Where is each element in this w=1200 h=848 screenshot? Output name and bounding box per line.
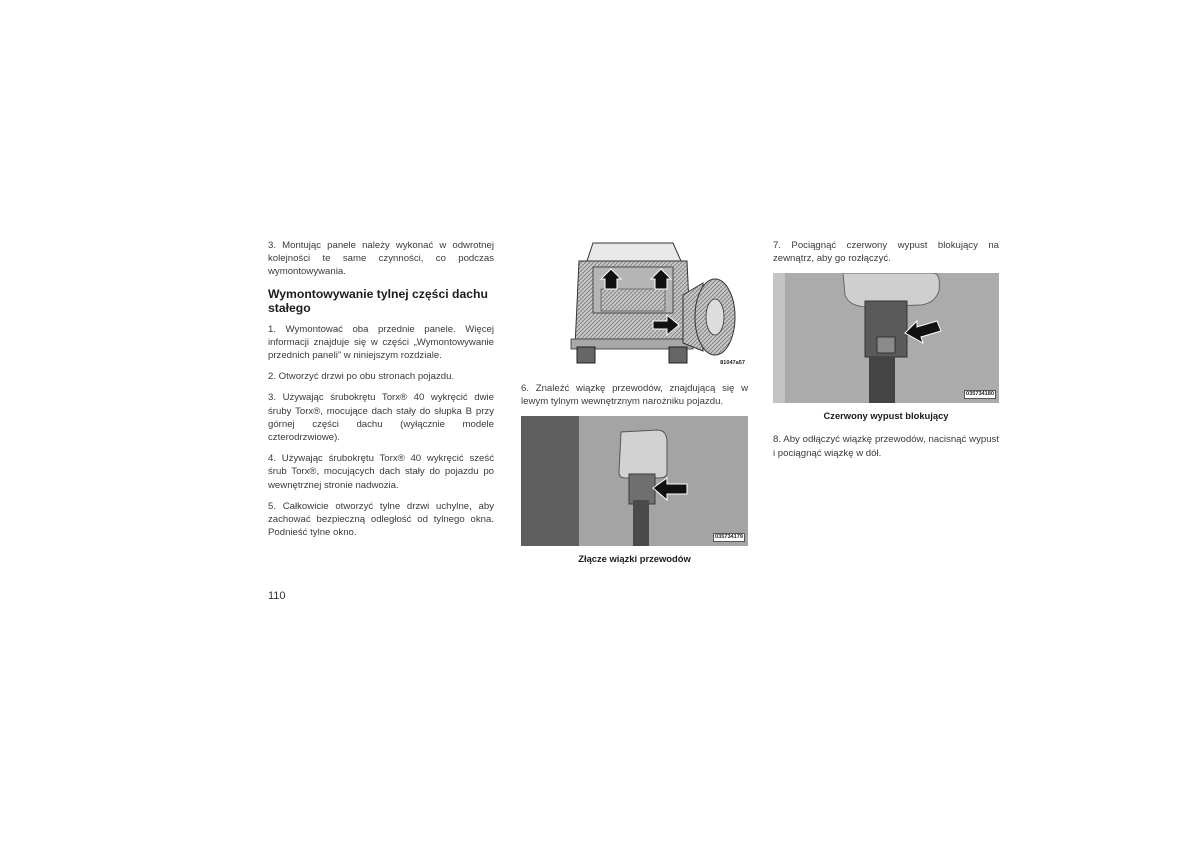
wiring-connector-photo bbox=[521, 416, 748, 546]
step-8: 8. Aby odłączyć wiązkę przewodów, nacisnąć wypust i pociągnąć wiązkę w dół. bbox=[773, 434, 999, 459]
step-4: 4. Używając śrubokrętu Torx® 40 wykręcić sześć śrub Torx®, mocujących dach stały do pojazdu po wewnętrznej stronie nadwozia. bbox=[268, 453, 494, 491]
locking-tab-photo bbox=[773, 273, 999, 403]
section-heading: Wymontowywanie tylnej części dachu stałego bbox=[268, 286, 488, 315]
figure-code: 035734179 bbox=[715, 534, 743, 541]
vehicle-rear-illustration bbox=[521, 239, 748, 375]
step-5: 5. Całkowicie otworzyć tylne drzwi uchylne, aby zachować bezpieczną odległość od tylnego okna. Podnieść tylne okno. bbox=[268, 500, 494, 539]
step-3-reassembly: 3. Montując panele należy wykonać w odwrotnej kolejności te same czynności, co podczas wymontowywania. bbox=[268, 240, 494, 278]
figure-caption: Złącze wiązki przewodów bbox=[578, 553, 691, 565]
step-7: 7. Pociągnąć czerwony wypust blokujący na zewnątrz, aby go rozłączyć. bbox=[773, 240, 999, 265]
page-number: 110 bbox=[268, 590, 286, 602]
right-column bbox=[773, 239, 999, 468]
step-6: 6. Znaleźć wiązkę przewodów, znajdującą się w lewym tylnym wewnętrznym narożniku pojazdu. bbox=[521, 383, 748, 408]
figure-caption: Czerwony wypust blokujący bbox=[823, 410, 949, 422]
step-1: 1. Wymontować oba przednie panele. Więcej informacji znajduje się w części „Wymontowywanie przednich paneli” w niniejszym rozdziale. bbox=[268, 323, 494, 362]
middle-column bbox=[521, 239, 748, 564]
figure-code: 81047a57 bbox=[720, 360, 745, 366]
figure-code: 035734180 bbox=[966, 391, 994, 398]
step-3: 3. Używając śrubokrętu Torx® 40 wykręcić dwie śruby Torx®, mocujące dach stały do słupka B przy górnej części dachu (wyłącznie modele czterodrzwiowe). bbox=[268, 392, 494, 444]
step-2: 2. Otworzyć drzwi po obu stronach pojazdu. bbox=[268, 371, 455, 383]
left-column bbox=[268, 239, 494, 547]
